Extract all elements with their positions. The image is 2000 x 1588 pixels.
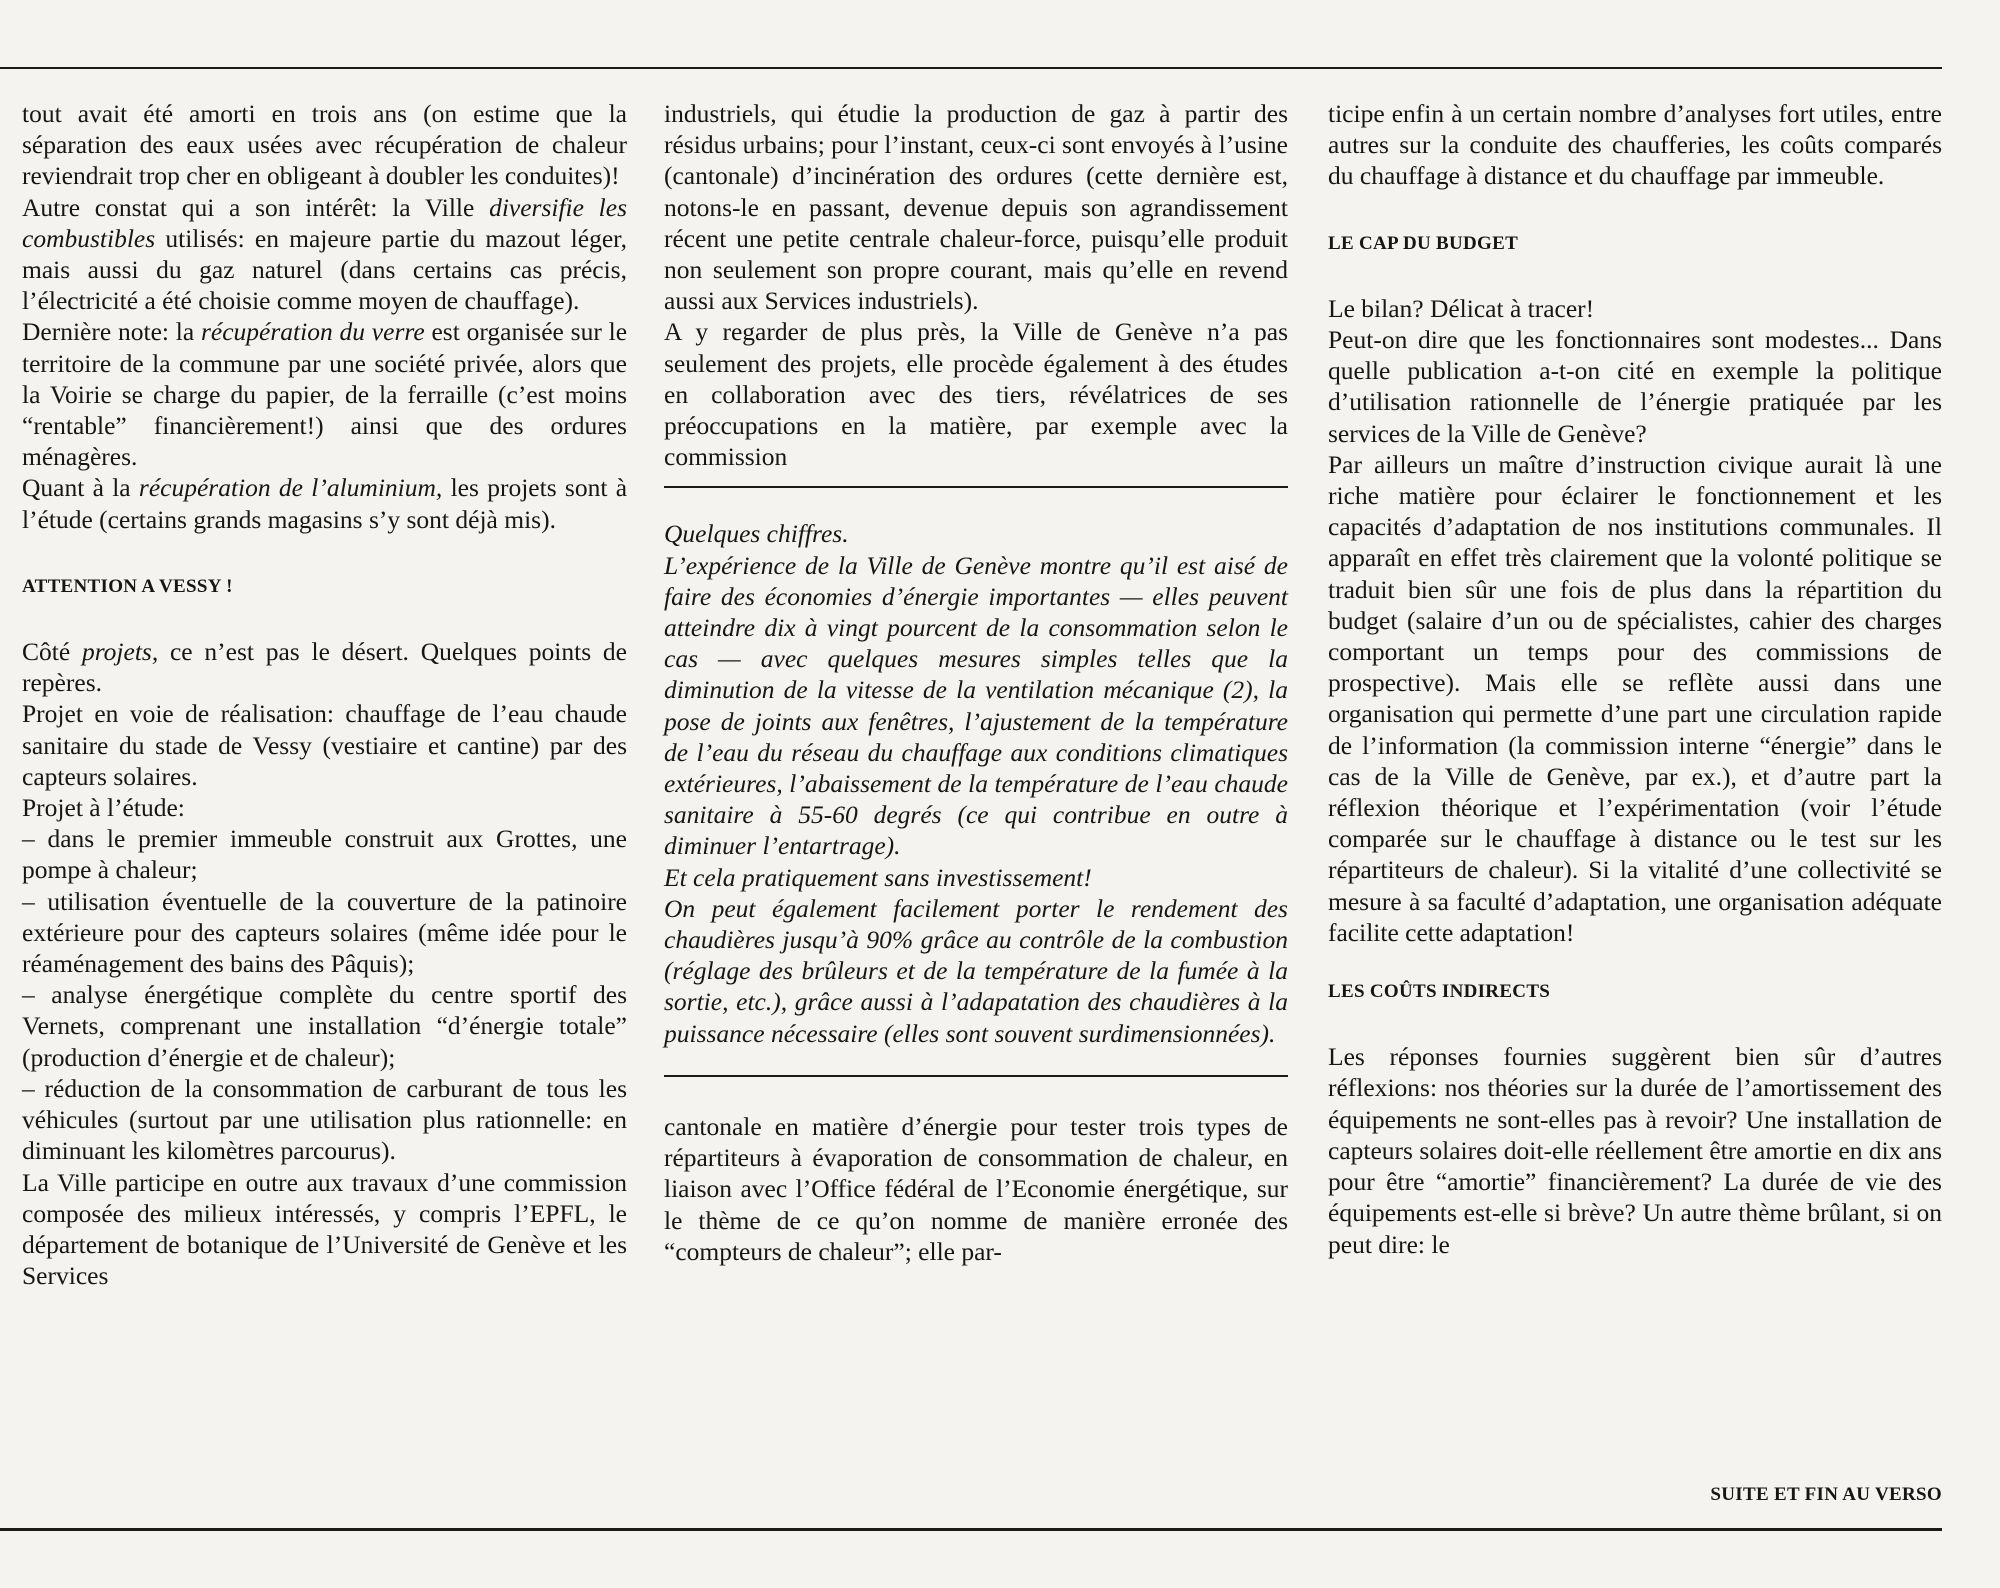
continued-note: SUITE ET FIN AU VERSO	[1710, 1484, 1942, 1505]
bottom-rule	[0, 1528, 1942, 1531]
paragraph: Dernière note: la récupération du verre est organisée sur le territoire de la commune par une société privée, alors que la Voirie se charge du papier, de la ferraille (c’est moins “rentable” financièrement!) ainsi que des ordures ménagères.	[22, 317, 628, 472]
paragraph: tout avait été amorti en trois ans (on estime que la séparation des eaux usées avec récupération de chaleur reviendrait trop cher en obligeant à doubler les conduites)!	[22, 99, 627, 191]
box-paragraph: L’expérience de la Ville de Genève montre qu’il est aisé de faire des économies d’énergie importantes — elles peuvent atteindre dix à vingt pourcent de la consommation selon le cas — avec quelques mesures simples telles que la diminution de la vitesse de la ventilation mécanique (2), la pose de joints aux fenêtres, l’ajustement de la température de l’eau du réseau du chauffage aux conditions climatiques extérieures, l’abaissement de la température de l’eau chaude sanitaire à 55-60 degrés (ce qui contribue en outre à diminuer l’entartrage).	[664, 550, 1288, 861]
box-paragraph: Et cela pratiquement sans investissement!	[664, 862, 1092, 892]
section-heading-couts: LES COÛTS INDIRECTS	[1328, 981, 1551, 1003]
list-item: – analyse énergétique complète du centre sportif des Vernets, comprenant une installation “d’énergie totale” (production d’énergie et de chaleur);	[22, 980, 627, 1072]
paragraph: ticipe enfin à un certain nombre d’analyses fort utiles, entre autres sur la conduite des chaufferies, les coûts comparés du chauffage à distance et du chauffage par immeuble.	[1328, 99, 1942, 191]
section-heading-budget: LE CAP DU BUDGET	[1328, 232, 1519, 254]
list-item: – dans le premier immeuble construit aux Grottes, une pompe à chaleur;	[22, 824, 627, 885]
list-item: – réduction de la consommation de carburant de tous les véhicules (surtout par une utilisation plus rationnelle: en diminuant les kilomètres parcourus).	[22, 1073, 627, 1166]
section-heading-vessy: ATTENTION A VESSY !	[22, 575, 233, 597]
box-paragraph: On peut également facilement porter le rendement des chaudières jusqu’à 90% grâce au contrôle de la combustion (réglage des brûleurs et de la température de la fumée à la sortie, etc.), grâce aussi à l’adapatation des chaudières à la puissance nécessaire (elles sont souvent surdimensionnées).	[664, 893, 1288, 1048]
paragraph: Par ailleurs un maître d’instruction civique aurait là une riche matière pour éclairer le fonctionnement et les capacités d’adaptation de nos institutions communales. Il apparaît en effet très clairement que la volonté politique se traduit bien sûr une fois de plus dans la répartition du budget (salaire d’un ou de spécialistes, cahier des charges comportant un temps pour des commissions de prospective). Mais elle se reflète aussi dans une organisation qui permette d’une part une circulation rapide de l’information (la commission interne “énergie” dans le cas de la Ville de Genève, par ex.), et d’autre part la réflexion théorique et l’expérimentation (voir l’étude comparée sur le chauffage à distance ou le test sur les répartiteurs de chaleur). Si la vitalité d’une collectivité se mesure à sa faculté d’adaptation, une organisation adéquate facilite cette adaptation!	[1328, 449, 1942, 947]
column-1	[22, 98, 627, 1291]
paragraph: Projet à l’étude:	[22, 793, 185, 823]
paragraph: Le bilan? Délicat à tracer!	[1328, 293, 1595, 323]
paragraph: Côté projets, ce n’est pas le désert. Quelques points de repères.	[22, 637, 627, 698]
list-item: – utilisation éventuelle de la couverture de la patinoire extérieure pour des capteurs solaires (même idée pour le réaménagement des bains des Pâquis);	[22, 886, 627, 979]
paragraph: Projet en voie de réalisation: chauffage de l’eau chaude sanitaire du stade de Vessy (vestiaire et cantine) par des capteurs solaires.	[22, 699, 627, 791]
column-2	[664, 98, 1288, 1267]
box-bottom-rule	[664, 1075, 1288, 1077]
top-rule	[0, 67, 1942, 69]
paragraph: A y regarder de plus près, la Ville de Genève n’a pas seulement des projets, elle procède également à des études en collaboration avec des tiers, révélatrices de ses préoccupations en la matière, par exemple avec la commission	[664, 317, 1288, 472]
box-title: Quelques chiffres.	[664, 519, 849, 549]
column-3	[1328, 98, 1942, 1260]
paragraph: Les réponses fournies suggèrent bien sûr d’autres réflexions: nos théories sur la durée de l’amortissement des équipements ne sont-elles pas à revoir? Une installation de capteurs solaires doit-elle réellement être amortie en dix ans pour être “amortie” financièrement? La durée de vie des équipements est-elle si brève? Un autre thème brûlant, si on peut dire: le	[1328, 1042, 1942, 1259]
box-top-rule	[664, 486, 1288, 488]
paragraph: La Ville participe en outre aux travaux d’une commission composée des milieux intéressés, y compris l’EPFL, le département de botanique de l’Université de Genève et les Services	[22, 1167, 627, 1291]
paragraph: industriels, qui étudie la production de gaz à partir des résidus urbains; pour l’instant, ceux-ci sont envoyés à l’usine (cantonale) d’incinération des ordures (cette dernière est, notons-le en passant, devenue depuis son agrandissement récent une petite centrale chaleur-force, puisqu’elle produit non seulement son propre courant, mais qu’elle en revend aussi aux Services industriels).	[664, 99, 1288, 316]
paragraph: Autre constat qui a son intérêt: la Ville diversifie les combustibles utilisés: en majeure partie du mazout léger, mais aussi du gaz naturel (dans certains cas précis, l’électricité a été choisie comme moyen de chauffage).	[22, 192, 628, 316]
paragraph: cantonale en matière d’énergie pour tester trois types de répartiteurs à évaporation de consommation de chaleur, en liaison avec l’Office fédéral de l’Economie énergétique, sur le thème de ce qu’on nomme de manière erronée des “compteurs de chaleur”; elle par-	[664, 1111, 1288, 1266]
paragraph: Quant à la récupération de l’aluminium, les projets sont à l’étude (certains grands magasins s’y sont déjà mis).	[22, 473, 628, 534]
sidebar-box	[664, 518, 1288, 1048]
paragraph: Peut-on dire que les fonctionnaires sont modestes... Dans quelle publication a-t-on cité en exemple la politique d’utilisation rationnelle de l’énergie pratiquée par les services de la Ville de Genève?	[1328, 325, 1942, 448]
